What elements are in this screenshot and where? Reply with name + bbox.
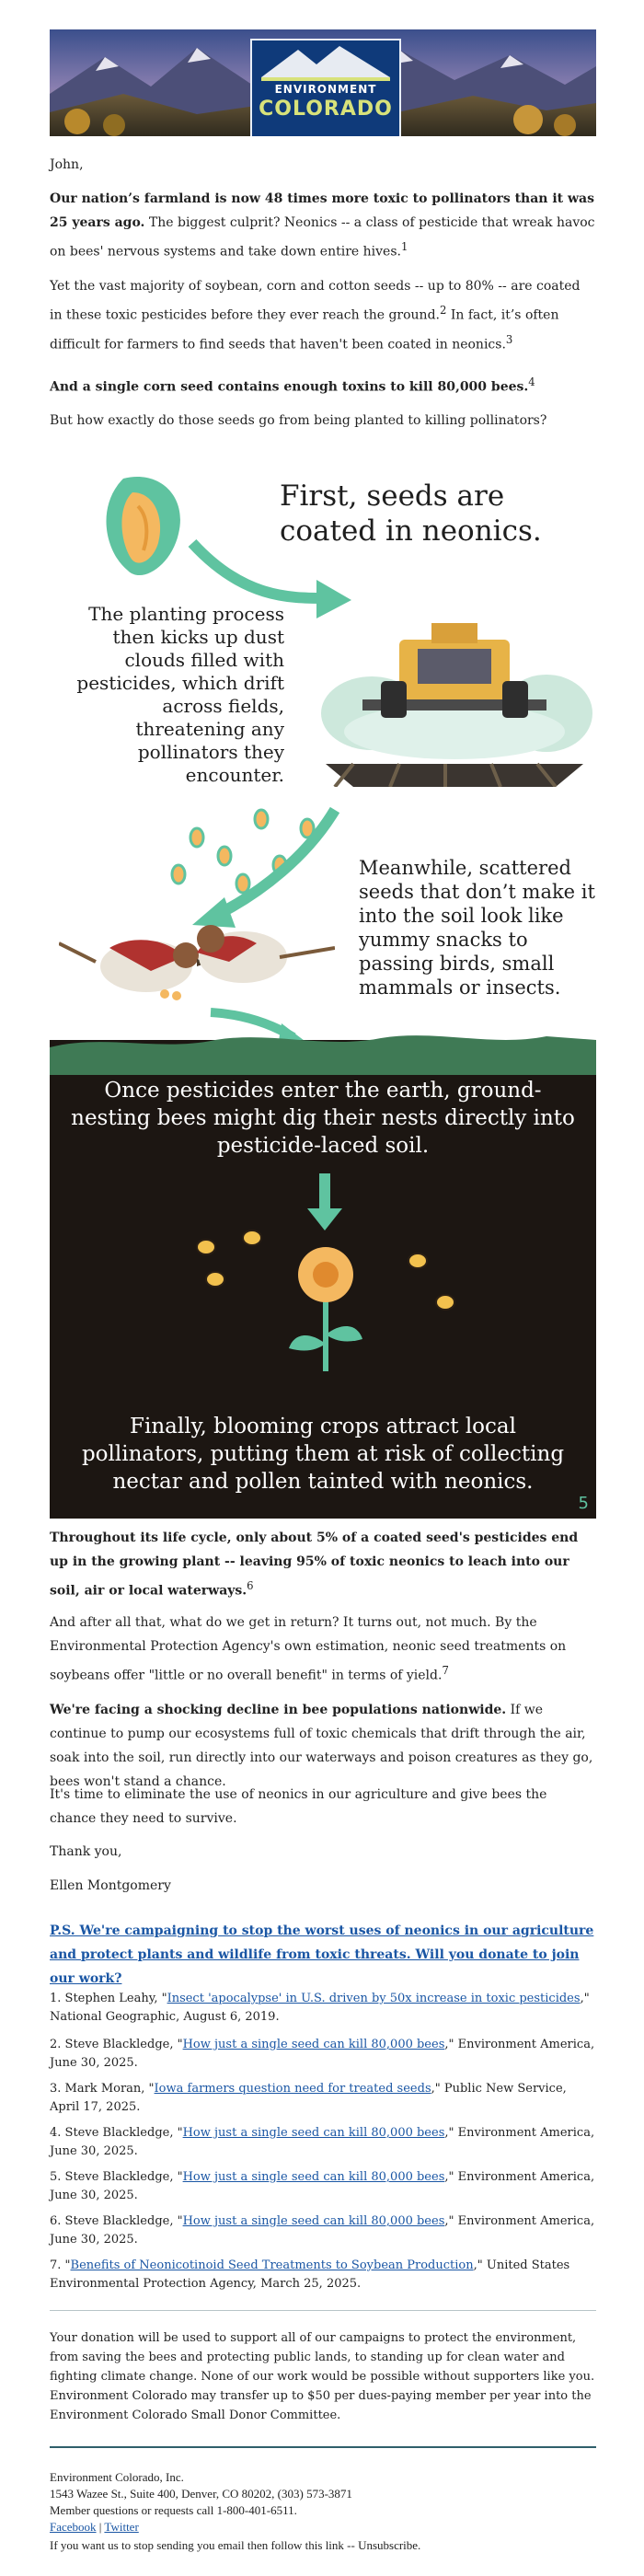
footnote-2 (50, 2036, 596, 2073)
paragraph-8: It's time to eliminate the use of neonics in our agriculture and give bees the chance they need to survive. (50, 1787, 547, 1826)
footnote-6-pre: 6. Steve Blackledge, " (50, 2214, 183, 2228)
soil-section (50, 1040, 596, 1519)
greeting: John, (50, 157, 84, 172)
header-banner (50, 29, 596, 136)
logo-line-1: ENVIRONMENT (274, 83, 377, 96)
footnote-7-link[interactable]: Benefits of Neonicotinoid Seed Treatments to Soybean Production (70, 2258, 474, 2272)
footnote-2-link[interactable]: How just a single seed can kill 80,000 bees (182, 2038, 445, 2051)
footnote-2-post: ," Environment America, June 30, 2025. (50, 2038, 595, 2070)
paragraph-4: But how exactly do those seeds go from being planted to killing pollinators? (50, 413, 547, 428)
paragraph-1 (50, 187, 596, 264)
footnote-6 (50, 2212, 596, 2249)
footnote-7 (50, 2257, 596, 2293)
ps-donate-link[interactable] (50, 1919, 596, 1991)
footnote-ref-6: 6 (247, 1579, 254, 1592)
tractor-dust-icon (316, 603, 592, 787)
footnote-4 (50, 2124, 596, 2161)
footnote-ref-2: 2 (439, 304, 447, 317)
infographic-step-5: Finally, blooming crops attract local pollinators, putting them at risk of collecting nectar and pollen tainted with neonics. (81, 1415, 565, 1494)
infographic-step-2: The planting process then kicks up dust clouds filled with pesticides, which drift across fields, threatening any pollinators they encounter. (76, 603, 284, 786)
logo[interactable] (250, 39, 401, 136)
ps-donate-link-text[interactable]: P.S. We're campaigning to stop the worst uses of neonics in our agriculture and protect plants and wildlife from toxic threats. Will you donate to join our work? (50, 1923, 594, 1986)
footnote-4-link[interactable]: How just a single seed can kill 80,000 bees (182, 2126, 445, 2140)
footnote-4-post: ," Environment America, June 30, 2025. (50, 2126, 595, 2158)
footnote-ref-7: 7 (442, 1664, 449, 1677)
social-divider: | (96, 2520, 105, 2534)
flower-bees-icon (142, 1173, 510, 1404)
footnote-3-post: ," Public New Service, April 17, 2025. (50, 2082, 567, 2114)
footnote-ref-1: 1 (400, 240, 408, 253)
footnote-6-link[interactable]: How just a single seed can kill 80,000 bees (182, 2214, 445, 2228)
paragraph-1-text: The biggest culprit? Neonics -- a class of pesticide that wreak havoc on bees' nervous systems and take down entire hives. (50, 215, 595, 260)
paragraph-1-bold: Our nation’s farmland is now 48 times more toxic to pollinators than it was 25 years ago. (50, 191, 595, 230)
footnote-5 (50, 2168, 596, 2205)
infographic-step-4: Once pesticides enter the earth, ground-nesting bees might dig their nests directly into pesticide-laced soil. (71, 1079, 575, 1158)
paragraph-6-text: And after all that, what do we get in return? It turns out, not much. By the Environmental Protection Agency's own estimation, neonic seed treatments on soybeans offer "little or no overall benefit" in terms of yield. (50, 1615, 567, 1683)
infographic-step-1: First, seeds are coated in neonics. (280, 479, 542, 548)
neonics-infographic (50, 460, 596, 1519)
footer-social (50, 2519, 596, 2536)
paragraph-2-text-a: Yet the vast majority of soybean, corn and cotton seeds -- up to 80% -- are coated in these toxic pesticides before they ever reach the ground. (50, 279, 581, 323)
paragraph-5-bold: Throughout its life cycle, only about 5% of a coated seed's pesticides end up in the growing plant -- leaving 95% of toxic neonics to leach into our soil, air or local waterways. (50, 1531, 579, 1599)
paragraph-7-bold: We're facing a shocking decline in bee populations nationwide. (50, 1703, 507, 1717)
paragraph-2 (50, 274, 596, 356)
footer-divider (50, 2446, 596, 2448)
footnote-1-link[interactable]: Insect 'apocalypse' in U.S. driven by 50x increase in toxic pesticides (167, 1992, 581, 2005)
footer-address: 1543 Wazee St., Suite 400, Denver, CO 80202, (303) 573-3871 (50, 2487, 352, 2501)
divider (50, 2310, 596, 2311)
paragraph-6 (50, 1611, 596, 1688)
paragraph-3 (50, 370, 596, 399)
logo-line-2: COLORADO (259, 98, 393, 121)
paragraph-5 (50, 1526, 596, 1603)
mountain-logo-icon (252, 40, 399, 83)
footnote-1-pre: 1. Stephen Leahy, " (50, 1992, 167, 2005)
footnote-6-post: ," Environment America, June 30, 2025. (50, 2214, 595, 2247)
footnote-7-pre: 7. " (50, 2258, 71, 2272)
footnote-7-post: ," United States Environmental Protection Agency, March 25, 2025. (50, 2258, 570, 2291)
thanks: Thank you, (50, 1844, 122, 1859)
birds-eating-seeds-icon (59, 893, 335, 1003)
footer-member-line: Member questions or requests call 1-800-401-6511. (50, 2503, 297, 2517)
twitter-link[interactable]: Twitter (104, 2520, 139, 2534)
infographic-step-3: Meanwhile, scattered seeds that don’t make it into the soil look like yummy snacks to passing birds, small mammals or insects. (359, 857, 595, 999)
unsubscribe-line[interactable]: If you want us to stop sending you email then follow this link -- Unsubscribe. (50, 2538, 421, 2552)
signature: Ellen Montgomery (50, 1878, 171, 1893)
footnote-3-pre: 3. Mark Moran, " (50, 2082, 155, 2096)
paragraph-7-text: If we continue to pump our ecosystems full of toxic chemicals that drift through the air, soak into the soil, run directly into our waterways and poison creatures as they go, bees won't stand a chance. (50, 1703, 593, 1789)
paragraph-3-bold: And a single corn seed contains enough toxins to kill 80,000 bees. (50, 379, 529, 395)
page-number: 5 (578, 1494, 589, 1513)
footnote-4-pre: 4. Steve Blackledge, " (50, 2126, 183, 2140)
facebook-link[interactable]: Facebook (50, 2520, 97, 2534)
footnote-1-post: ," National Geographic, August 6, 2019. (50, 1992, 590, 2024)
footnote-ref-3: 3 (505, 332, 513, 346)
coated-seed-icon (96, 469, 188, 589)
footnote-2-pre: 2. Steve Blackledge, " (50, 2038, 183, 2051)
footnote-3-link[interactable]: Iowa farmers question need for treated seeds (154, 2082, 431, 2096)
footnote-5-pre: 5. Steve Blackledge, " (50, 2170, 183, 2184)
footer-org: Environment Colorado, Inc. (50, 2470, 184, 2484)
paragraph-2-text-b: In fact, it’s often difficult for farmers to find seeds that haven't been coated in neonics. (50, 307, 559, 352)
footnote-5-post: ," Environment America, June 30, 2025. (50, 2170, 595, 2202)
footnote-3 (50, 2080, 596, 2117)
footnote-1 (50, 1990, 596, 2027)
grass-edge-icon (50, 1029, 596, 1075)
donation-disclaimer: Your donation will be used to support all of our campaigns to protect the environment, from saving the bees and protecting public lands, to standing up for clean water and fighting climate change. None of our work would be possible without supporters like you. Environment Colorado may transfer up to $50 per dues-paying member per year into the Environment Colorado Small Donor Committee. (50, 2331, 595, 2422)
footnote-ref-4: 4 (528, 375, 535, 388)
paragraph-7 (50, 1698, 596, 1794)
footnote-5-link[interactable]: How just a single seed can kill 80,000 bees (182, 2170, 445, 2184)
